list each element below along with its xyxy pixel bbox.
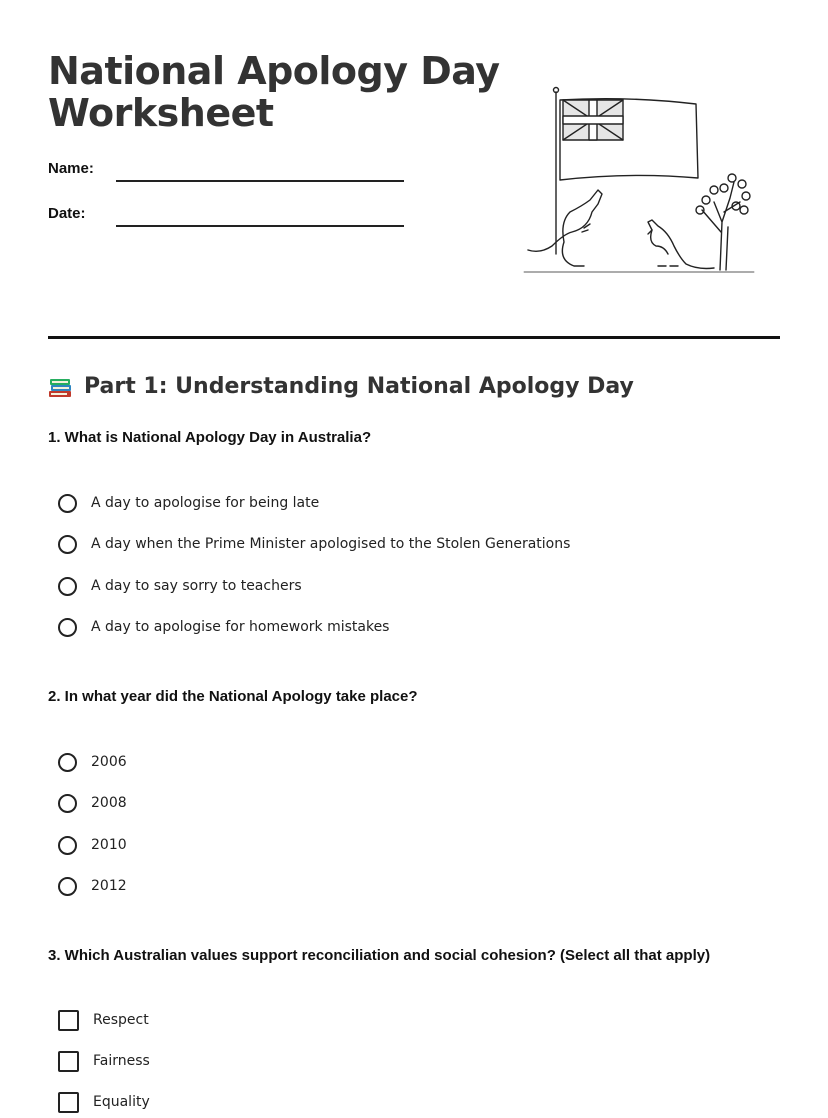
checkbox[interactable] xyxy=(58,1092,79,1113)
radio-button[interactable] xyxy=(58,577,77,596)
q2-option-1[interactable] xyxy=(58,750,127,774)
checkbox[interactable] xyxy=(58,1051,79,1072)
title-line-2: Worksheet xyxy=(48,91,274,135)
radio-button[interactable] xyxy=(58,753,77,772)
option-label: Respect xyxy=(93,1012,149,1028)
radio-button[interactable] xyxy=(58,836,77,855)
option-label: 2010 xyxy=(91,837,127,853)
tree-icon xyxy=(696,174,750,270)
checkbox[interactable] xyxy=(58,1010,79,1031)
q2-option-2[interactable] xyxy=(58,791,127,815)
option-label: 2008 xyxy=(91,795,127,811)
option-label: A day to say sorry to teachers xyxy=(91,578,302,594)
kangaroo-left-icon xyxy=(528,190,602,266)
date-write-line[interactable] xyxy=(116,225,404,227)
worksheet-title xyxy=(48,50,500,134)
q2-option-3[interactable] xyxy=(58,833,127,857)
q1-option-4[interactable] xyxy=(58,615,389,639)
q1-option-2[interactable] xyxy=(58,532,570,556)
option-label: Fairness xyxy=(93,1053,150,1069)
section-divider xyxy=(48,336,780,339)
name-label: Name: xyxy=(48,160,94,177)
title-line-1: National Apology Day xyxy=(48,49,500,93)
date-label: Date: xyxy=(48,205,86,222)
part-1-heading xyxy=(48,374,634,399)
question-2: 2. In what year did the National Apology take place? xyxy=(48,688,418,705)
flag-kangaroo-illustration xyxy=(518,82,768,282)
q1-option-3[interactable] xyxy=(58,574,302,598)
radio-button[interactable] xyxy=(58,794,77,813)
q2-option-4[interactable] xyxy=(58,874,127,898)
q3-option-2[interactable] xyxy=(58,1049,150,1073)
radio-button[interactable] xyxy=(58,877,77,896)
radio-button[interactable] xyxy=(58,535,77,554)
union-jack-icon xyxy=(563,100,623,140)
books-icon xyxy=(48,375,74,399)
radio-button[interactable] xyxy=(58,494,77,513)
question-1: 1. What is National Apology Day in Australia? xyxy=(48,429,372,446)
part-1-heading-text: Part 1: Understanding National Apology Day xyxy=(84,374,634,399)
radio-button[interactable] xyxy=(58,618,77,637)
q3-option-1[interactable] xyxy=(58,1008,149,1032)
option-label: A day to apologise for homework mistakes xyxy=(91,619,390,635)
option-label: A day to apologise for being late xyxy=(91,495,320,511)
question-3: 3. Which Australian values support reconciliation and social cohesion? (Select all that apply) xyxy=(48,947,711,964)
kangaroo-right-icon xyxy=(648,220,714,269)
q3-option-3[interactable] xyxy=(58,1090,150,1114)
option-label: Equality xyxy=(93,1094,150,1110)
name-write-line[interactable] xyxy=(116,180,404,182)
option-label: 2006 xyxy=(91,754,127,770)
option-label: A day when the Prime Minister apologised to the Stolen Generations xyxy=(91,536,571,552)
option-label: 2012 xyxy=(91,878,127,894)
q1-option-1[interactable] xyxy=(58,491,319,515)
